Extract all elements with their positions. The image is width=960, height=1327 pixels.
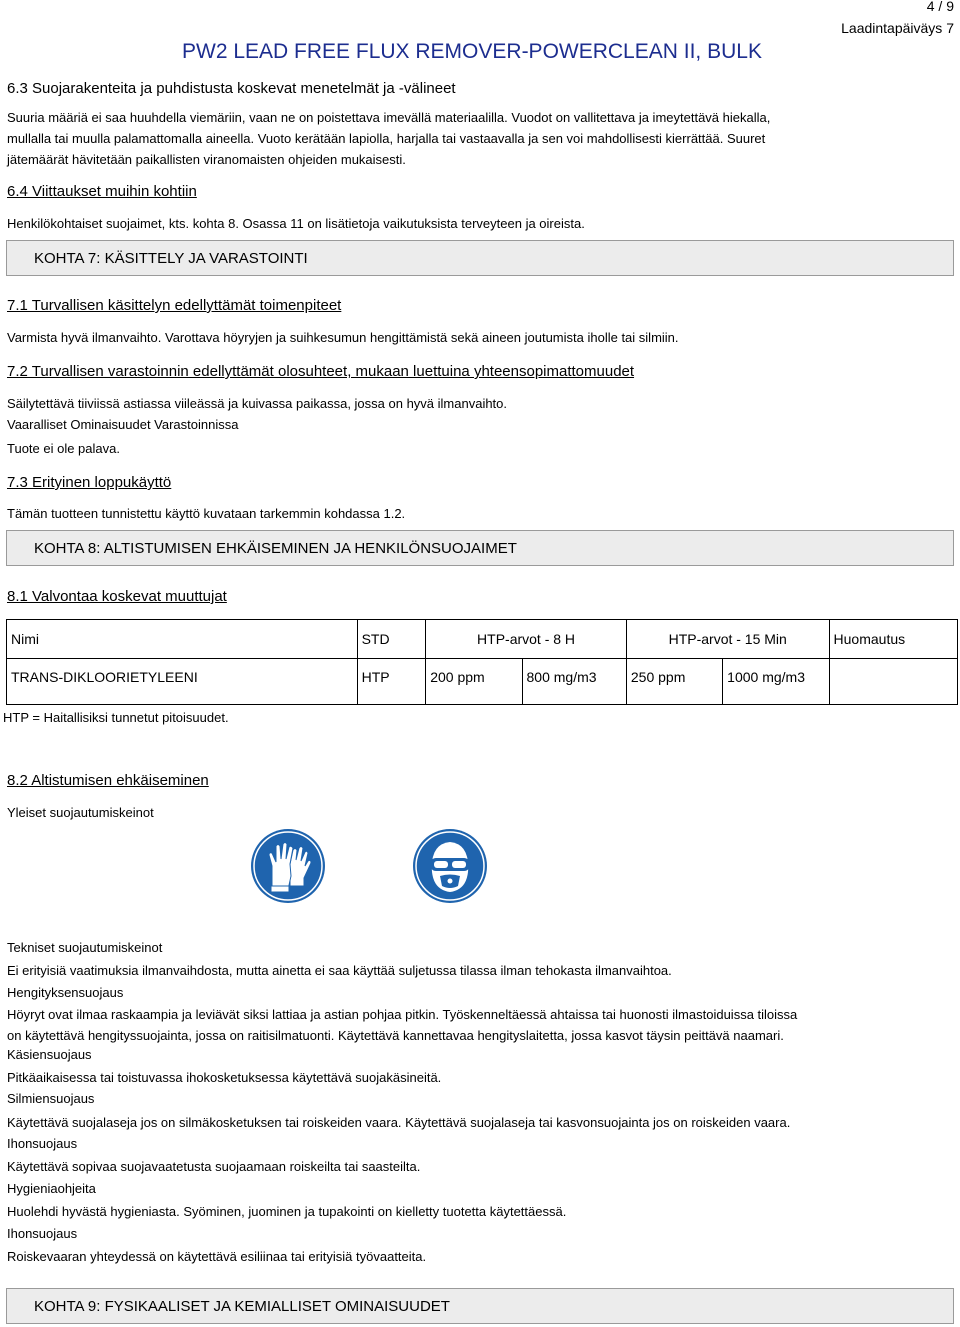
col-header-std: STD bbox=[357, 620, 426, 659]
text-6-3-line1: Suuria määriä ei saa huuhdella viemäriin, vaan ne on poistettava imevällä materiaalilla. Vuodot on vallitettava ja imeytettävä hiekalla, bbox=[7, 110, 771, 125]
text-hand-protection: Pitkäaikaisessa tai toistuvassa ihokosketuksessa käytettävä suojakäsineitä. bbox=[7, 1070, 442, 1085]
text-skin-protection: Käytettävä sopivaa suojavaatetusta suojaamaan roiskeilta tai saasteilta. bbox=[7, 1159, 421, 1174]
table-header-row bbox=[7, 620, 958, 659]
cell-15min-mgm3: 1000 mg/m3 bbox=[723, 659, 829, 705]
text-respiratory-line2: on käytettävä hengityssuojainta, jossa on raitisilmatuonti. Käytettävä kannettavaa hengityslaitetta, jossa kasvot täysin peittävä naamari. bbox=[7, 1028, 784, 1043]
section-8-title: KOHTA 8: ALTISTUMISEN EHKÄISEMINEN JA HENKILÖNSUOJAIMET bbox=[34, 540, 517, 557]
heading-6-4: 6.4 Viittaukset muihin kohtiin bbox=[7, 183, 197, 200]
section-8-bar bbox=[6, 530, 954, 566]
cell-8h-ppm: 200 ppm bbox=[426, 659, 522, 705]
text-storage-hazards: Tuote ei ole palava. bbox=[7, 441, 120, 456]
text-6-4: Henkilökohtaiset suojaimet, kts. kohta 8. Osassa 11 on lisätietoja vaikutuksista terveyteen ja oireista. bbox=[7, 216, 585, 231]
label-hygiene: Hygieniaohjeita bbox=[7, 1181, 96, 1196]
text-7-3: Tämän tuotteen tunnistettu käyttö kuvataan tarkemmin kohdassa 1.2. bbox=[7, 506, 406, 521]
label-skin-protection: Ihonsuojaus bbox=[7, 1136, 78, 1151]
heading-6-3: 6.3 Suojarakenteita ja puhdistusta koskevat menetelmät ja -välineet bbox=[7, 80, 456, 97]
cell-15min-ppm: 250 ppm bbox=[626, 659, 722, 705]
text-7-2: Säilytettävä tiiviissä astiassa viileässä ja kuivassa paikassa, jossa on hyvä ilmanvaihto. bbox=[7, 396, 508, 411]
heading-7-2: 7.2 Turvallisen varastoinnin edellyttämät olosuhteet, mukaan luettuina yhteensopimattomuudet bbox=[7, 363, 635, 380]
col-header-name: Nimi bbox=[7, 620, 358, 659]
cell-remarks bbox=[829, 659, 957, 705]
cell-std: HTP bbox=[357, 659, 426, 705]
heading-7-3: 7.3 Erityinen loppukäyttö bbox=[7, 474, 172, 491]
col-header-htp-8h: HTP-arvot - 8 H bbox=[426, 620, 627, 659]
label-eye-protection: Silmiensuojaus bbox=[7, 1091, 95, 1106]
heading-7-1: 7.1 Turvallisen käsittelyn edellyttämät toimenpiteet bbox=[7, 297, 342, 314]
exposure-limits-table bbox=[6, 619, 958, 705]
table-footnote: HTP = Haitallisiksi tunnetut pitoisuudet. bbox=[3, 710, 229, 725]
revision-date-label: Laadintapäiväys 7 bbox=[841, 20, 954, 36]
label-skin-protection-2: Ihonsuojaus bbox=[7, 1226, 78, 1241]
text-6-3-line2: mullalla tai muulla palamattomalla aineella. Vuoto kerätään lapiolla, harjalla tai vastaavalla ja sen voi mahdollisesti kierrättää. Suuret bbox=[7, 131, 766, 146]
product-title: PW2 LEAD FREE FLUX REMOVER-POWERCLEAN II, BULK bbox=[182, 40, 762, 63]
page-number: 4 / 9 bbox=[926, 0, 954, 14]
text-7-1: Varmista hyvä ilmanvaihto. Varottava höyryjen ja suihkesumun hengittämistä sekä aineen joutumista iholle tai silmiin. bbox=[7, 330, 679, 345]
heading-8-1: 8.1 Valvontaa koskevat muuttujat bbox=[7, 588, 227, 605]
section-7-title: KOHTA 7: KÄSITTELY JA VARASTOINTI bbox=[34, 250, 308, 267]
text-6-3-line3: jätemäärät hävitetään paikallisten viranomaisten ohjeiden mukaisesti. bbox=[7, 152, 406, 167]
table-row bbox=[7, 659, 958, 705]
text-technical-measures: Ei erityisiä vaatimuksia ilmanvaihdosta, mutta ainetta ei saa käyttää suljetussa tilassa ilman tehokasta ilmanvaihtoa. bbox=[7, 963, 672, 978]
col-header-remarks: Huomautus bbox=[829, 620, 957, 659]
text-hygiene: Huolehdi hyvästä hygieniasta. Syöminen, juominen ja tupakointi on kielletty tuotetta käytettäessä. bbox=[7, 1204, 567, 1219]
cell-substance: TRANS-DIKLOORIETYLEENI bbox=[7, 659, 358, 705]
col-header-htp-15min: HTP-arvot - 15 Min bbox=[626, 620, 829, 659]
text-respiratory-line1: Höyryt ovat ilmaa raskaampia ja leviävät siksi lattiaa ja astian pohjaa pitkin. Työskenneltäessä ahtaissa tai huonosti ilmastoiduissa tiloissa bbox=[7, 1007, 798, 1022]
cell-8h-mgm3: 800 mg/m3 bbox=[522, 659, 626, 705]
section-9-title: KOHTA 9: FYSIKAALISET JA KEMIALLISET OMINAISUUDET bbox=[34, 1298, 450, 1315]
section-7-bar bbox=[6, 240, 954, 276]
label-storage-hazards: Vaaralliset Ominaisuudet Varastoinnissa bbox=[7, 417, 239, 432]
section-9-bar bbox=[6, 1288, 954, 1324]
label-hand-protection: Käsiensuojaus bbox=[7, 1047, 92, 1062]
heading-8-2: 8.2 Altistumisen ehkäiseminen bbox=[7, 772, 209, 789]
text-skin-protection-2: Roiskevaaran yhteydessä on käytettävä esiliinaa tai erityisiä työvaatteita. bbox=[7, 1249, 427, 1264]
goggles-mask-icon bbox=[412, 828, 488, 904]
label-technical-measures: Tekniset suojautumiskeinot bbox=[7, 940, 163, 955]
text-eye-protection: Käytettävä suojalaseja jos on silmäkosketuksen tai roiskeiden vaara. Käytettävä suojalaseja tai kasvonsuojainta jos on roiskeiden vaara. bbox=[7, 1115, 791, 1130]
label-general-measures: Yleiset suojautumiskeinot bbox=[7, 805, 154, 820]
label-respiratory: Hengityksensuojaus bbox=[7, 985, 124, 1000]
gloves-icon bbox=[250, 828, 326, 904]
